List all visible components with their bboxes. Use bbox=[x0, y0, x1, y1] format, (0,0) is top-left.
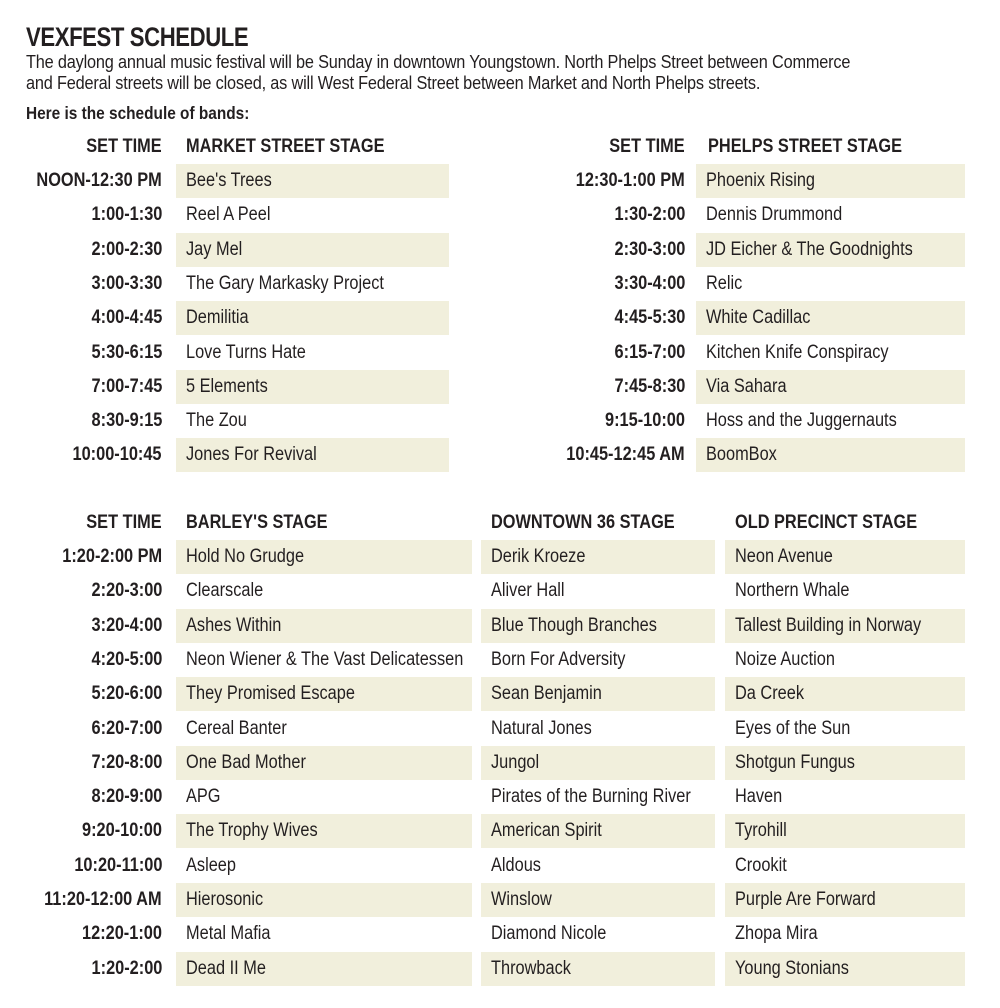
band-name: White Cadillac bbox=[706, 307, 811, 329]
table-row bbox=[0, 438, 1000, 472]
band-cell bbox=[696, 267, 965, 301]
band-name: JD Eicher & The Goodnights bbox=[706, 238, 913, 260]
band-name: American Spirit bbox=[491, 820, 602, 842]
band-cell bbox=[481, 643, 715, 677]
set-time: NOON-12:30 PM bbox=[36, 170, 162, 191]
band-cell bbox=[176, 746, 472, 780]
band-cell bbox=[176, 780, 472, 814]
band-name: Dead II Me bbox=[186, 957, 266, 979]
band-name: Shotgun Fungus bbox=[735, 751, 855, 773]
set-time: 9:20-10:00 bbox=[82, 820, 162, 842]
table-row bbox=[0, 643, 1000, 677]
band-cell bbox=[481, 952, 715, 986]
set-time: 4:00-4:45 bbox=[91, 307, 162, 329]
set-time: 3:00-3:30 bbox=[91, 272, 162, 294]
band-name: The Trophy Wives bbox=[186, 820, 318, 842]
set-time: 2:20-3:00 bbox=[91, 580, 162, 602]
table-row bbox=[0, 336, 1000, 370]
table-row bbox=[0, 849, 1000, 883]
band-name: Tallest Building in Norway bbox=[735, 614, 922, 636]
band-cell bbox=[481, 780, 715, 814]
band-name: Jay Mel bbox=[186, 238, 243, 260]
band-name: Bee's Trees bbox=[186, 170, 272, 191]
band-name: Born For Adversity bbox=[491, 648, 626, 670]
band-cell bbox=[725, 814, 965, 848]
schedule-subhead: Here is the schedule of bands: bbox=[26, 103, 250, 123]
set-time: 4:45-5:30 bbox=[614, 307, 685, 329]
band-cell bbox=[481, 917, 715, 951]
set-time: 1:30-2:00 bbox=[614, 204, 685, 226]
set-time: 12:30-1:00 PM bbox=[576, 170, 685, 191]
page-title: VEXFEST SCHEDULE bbox=[26, 22, 249, 52]
band-name: Asleep bbox=[186, 854, 236, 876]
band-cell bbox=[481, 883, 715, 917]
set-time: 12:20-1:00 bbox=[82, 923, 162, 945]
band-cell bbox=[725, 574, 965, 608]
set-time: 7:20-8:00 bbox=[91, 751, 162, 773]
band-cell bbox=[725, 746, 965, 780]
band-name: Love Turns Hate bbox=[186, 341, 306, 363]
set-time: 1:00-1:30 bbox=[91, 204, 162, 226]
band-name: Purple Are Forward bbox=[735, 889, 876, 910]
band-cell bbox=[725, 609, 965, 643]
band-name: Demilitia bbox=[186, 307, 249, 329]
set-time: 6:20-7:00 bbox=[91, 717, 162, 739]
set-time: 11:20-12:00 AM bbox=[44, 889, 162, 910]
band-cell bbox=[176, 574, 472, 608]
band-name: 5 Elements bbox=[186, 375, 268, 397]
table-row bbox=[0, 198, 1000, 232]
table-row bbox=[0, 540, 1000, 574]
band-cell bbox=[725, 917, 965, 951]
set-time: 3:20-4:00 bbox=[91, 614, 162, 636]
band-cell bbox=[176, 849, 472, 883]
band-name: Aliver Hall bbox=[491, 580, 565, 602]
table-row bbox=[0, 746, 1000, 780]
set-time: 8:30-9:15 bbox=[91, 410, 162, 432]
table-row bbox=[0, 574, 1000, 608]
band-cell bbox=[176, 609, 472, 643]
band-cell bbox=[725, 540, 965, 574]
table-row bbox=[0, 609, 1000, 643]
set-time: 2:00-2:30 bbox=[91, 238, 162, 260]
band-cell bbox=[696, 198, 965, 232]
band-name: Reel A Peel bbox=[186, 204, 271, 226]
band-cell bbox=[481, 849, 715, 883]
band-cell bbox=[481, 574, 715, 608]
set-time: 7:00-7:45 bbox=[91, 375, 162, 397]
band-name: Diamond Nicole bbox=[491, 923, 607, 945]
band-name: Kitchen Knife Conspiracy bbox=[706, 341, 889, 363]
band-name: Throwback bbox=[491, 957, 571, 979]
intro-line-1: The daylong annual music festival will be Sunday in downtown Youngstown. North Phelps Street between Commerce bbox=[26, 52, 851, 72]
band-name: Aldous bbox=[491, 854, 541, 876]
band-name: Noize Auction bbox=[735, 648, 835, 670]
band-name: They Promised Escape bbox=[186, 683, 355, 705]
downtown36-stage-header: DOWNTOWN 36 STAGE bbox=[491, 512, 675, 533]
band-name: Hoss and the Juggernauts bbox=[706, 410, 897, 432]
table-row bbox=[0, 267, 1000, 301]
band-cell bbox=[481, 540, 715, 574]
band-name: Natural Jones bbox=[491, 717, 592, 739]
band-cell bbox=[725, 712, 965, 746]
intro-paragraph bbox=[26, 52, 967, 94]
band-name: One Bad Mother bbox=[186, 751, 306, 773]
band-cell bbox=[176, 814, 472, 848]
set-time: 1:20-2:00 PM bbox=[62, 546, 162, 567]
band-name: Phoenix Rising bbox=[706, 170, 816, 191]
band-name: Jones For Revival bbox=[186, 444, 317, 466]
band-cell bbox=[725, 883, 965, 917]
band-name: Crookit bbox=[735, 854, 787, 876]
band-cell bbox=[481, 814, 715, 848]
band-cell bbox=[176, 643, 472, 677]
band-cell bbox=[176, 883, 472, 917]
set-time: 5:20-6:00 bbox=[91, 683, 162, 705]
band-name: Hold No Grudge bbox=[186, 546, 305, 567]
band-cell bbox=[696, 438, 965, 472]
set-time: 7:45-8:30 bbox=[614, 375, 685, 397]
band-name: Relic bbox=[706, 272, 743, 294]
band-cell bbox=[696, 301, 965, 335]
band-name: Metal Mafia bbox=[186, 923, 271, 945]
set-time: 2:30-3:00 bbox=[614, 238, 685, 260]
band-name: Cereal Banter bbox=[186, 717, 287, 739]
band-name: Clearscale bbox=[186, 580, 264, 602]
band-name: BoomBox bbox=[706, 444, 777, 466]
band-name: Hierosonic bbox=[186, 889, 264, 910]
band-cell bbox=[696, 404, 965, 438]
band-name: Dennis Drummond bbox=[706, 204, 843, 226]
band-cell bbox=[725, 643, 965, 677]
band-cell bbox=[696, 336, 965, 370]
set-time-header: SET TIME bbox=[86, 136, 162, 157]
phelps-street-stage-header: PHELPS STREET STAGE bbox=[708, 136, 902, 157]
market-street-stage-header: MARKET STREET STAGE bbox=[186, 136, 385, 157]
band-name: Blue Though Branches bbox=[491, 614, 657, 636]
band-name: The Gary Markasky Project bbox=[186, 272, 384, 294]
band-cell bbox=[176, 677, 472, 711]
band-name: Pirates of the Burning River bbox=[491, 786, 691, 808]
set-time: 4:20-5:00 bbox=[91, 648, 162, 670]
old-precinct-stage-header: OLD PRECINCT STAGE bbox=[735, 512, 918, 533]
table-row bbox=[0, 164, 1000, 198]
table-row bbox=[0, 404, 1000, 438]
band-cell bbox=[696, 233, 965, 267]
set-time: 1:20-2:00 bbox=[91, 957, 162, 979]
band-name: Tyrohill bbox=[735, 820, 787, 842]
table-row bbox=[0, 233, 1000, 267]
band-cell bbox=[725, 849, 965, 883]
table-row bbox=[0, 712, 1000, 746]
band-name: Eyes of the Sun bbox=[735, 717, 851, 739]
phelps-street-table bbox=[0, 130, 1000, 480]
band-name: APG bbox=[186, 786, 221, 808]
bottom-stages-table bbox=[0, 506, 1000, 996]
band-cell bbox=[481, 677, 715, 711]
table-row bbox=[0, 677, 1000, 711]
band-name: Derik Kroeze bbox=[491, 546, 586, 567]
band-cell bbox=[176, 712, 472, 746]
band-name: Ashes Within bbox=[186, 614, 282, 636]
table-row bbox=[0, 814, 1000, 848]
band-cell bbox=[176, 540, 472, 574]
set-time-header: SET TIME bbox=[609, 136, 685, 157]
band-name: Northern Whale bbox=[735, 580, 850, 602]
set-time: 3:30-4:00 bbox=[614, 272, 685, 294]
band-cell bbox=[481, 609, 715, 643]
band-cell bbox=[696, 370, 965, 404]
set-time: 9:15-10:00 bbox=[605, 410, 685, 432]
band-name: Haven bbox=[735, 786, 783, 808]
band-cell bbox=[725, 952, 965, 986]
band-cell bbox=[696, 164, 965, 198]
band-cell bbox=[725, 677, 965, 711]
table-row bbox=[0, 780, 1000, 814]
band-name: Sean Benjamin bbox=[491, 683, 602, 705]
table-row bbox=[0, 370, 1000, 404]
band-cell bbox=[725, 780, 965, 814]
set-time: 10:20-11:00 bbox=[73, 854, 162, 876]
set-time: 6:15-7:00 bbox=[614, 341, 685, 363]
band-name: Neon Avenue bbox=[735, 546, 833, 567]
set-time: 10:00-10:45 bbox=[72, 444, 162, 466]
band-name: Young Stonians bbox=[735, 957, 849, 979]
table-row bbox=[0, 301, 1000, 335]
band-cell bbox=[481, 746, 715, 780]
set-time: 8:20-9:00 bbox=[91, 786, 162, 808]
intro-line-2: and Federal streets will be closed, as will West Federal Street between Market and North Phelps streets. bbox=[26, 73, 761, 93]
band-name: Winslow bbox=[491, 889, 552, 910]
table-row bbox=[0, 883, 1000, 917]
set-time-header: SET TIME bbox=[86, 512, 162, 533]
band-cell bbox=[176, 952, 472, 986]
band-name: Jungol bbox=[491, 751, 540, 773]
table-row bbox=[0, 952, 1000, 986]
band-name: The Zou bbox=[186, 410, 247, 432]
band-cell bbox=[481, 712, 715, 746]
band-name: Zhopa Mira bbox=[735, 923, 818, 945]
band-cell bbox=[176, 917, 472, 951]
set-time: 5:30-6:15 bbox=[91, 341, 162, 363]
set-time: 10:45-12:45 AM bbox=[566, 444, 685, 466]
table-row bbox=[0, 917, 1000, 951]
band-name: Via Sahara bbox=[706, 375, 787, 397]
band-name: Neon Wiener & The Vast Delicatessen bbox=[186, 648, 464, 670]
band-name: Da Creek bbox=[735, 683, 805, 705]
barleys-stage-header: BARLEY'S STAGE bbox=[186, 512, 328, 533]
